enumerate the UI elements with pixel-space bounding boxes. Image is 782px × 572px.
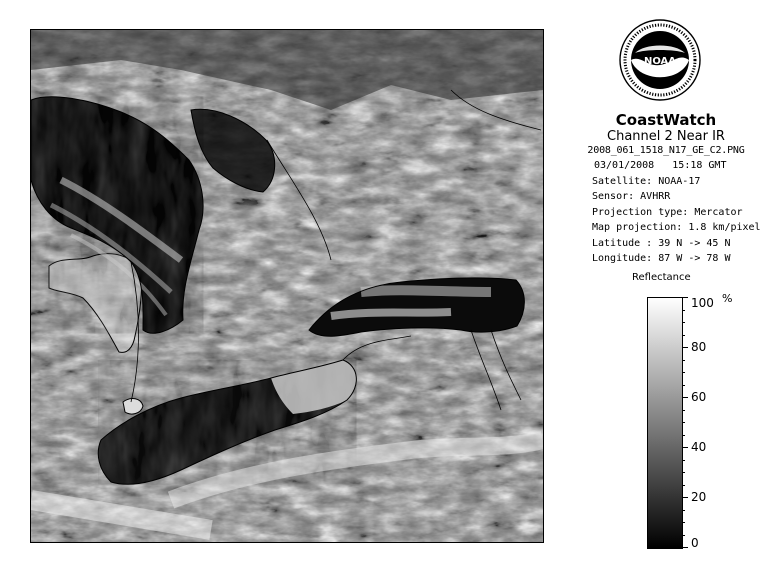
- colorbar-minor-tick: [682, 472, 685, 473]
- sensor-line: Sensor: AVHRR: [592, 191, 671, 202]
- colorbar-tick: [682, 497, 688, 498]
- colorbar-tick-label: 20: [691, 490, 707, 504]
- colorbar-minor-tick: [682, 460, 685, 461]
- colorbar-tick: [682, 447, 688, 448]
- colorbar-tick-label: 100: [691, 296, 714, 310]
- latitude-line: Latitude : 39 N -> 45 N: [592, 237, 731, 249]
- colorbar-minor-tick: [682, 322, 685, 323]
- satellite-line: Satellite: NOAA-17: [592, 175, 701, 187]
- colorbar-ticks: [682, 297, 742, 549]
- reflectance-colorbar: [647, 297, 683, 549]
- colorbar-minor-tick: [682, 372, 685, 373]
- legend-unit: %: [722, 292, 733, 305]
- colorbar-minor-tick: [682, 535, 685, 536]
- colorbar-tick-label: 0: [691, 536, 699, 550]
- product-title: CoastWatch: [615, 111, 717, 129]
- satellite-map-svg: [31, 30, 543, 542]
- colorbar-tick: [682, 397, 688, 398]
- colorbar-tick-label: 60: [691, 390, 707, 404]
- file-name: 2008_061_1518_N17_GE_C2.PNG: [587, 145, 745, 156]
- map-projection-line: Map projection: 1.8 km/pixel: [592, 222, 761, 233]
- projection-type-line: Projection type: Mercator: [592, 206, 743, 218]
- colorbar-minor-tick: [682, 410, 685, 411]
- colorbar-tick: [682, 347, 688, 348]
- legend-title: Reflectance: [632, 272, 691, 283]
- colorbar-minor-tick: [682, 385, 685, 386]
- lake-st-clair: [123, 399, 143, 414]
- colorbar-minor-tick: [682, 360, 685, 361]
- channel-label: Channel 2 Near IR: [607, 129, 725, 144]
- colorbar-tick-label: 40: [691, 440, 707, 454]
- colorbar-tick: [682, 297, 688, 298]
- date-value: 03/01/2008: [594, 160, 655, 171]
- logo-text: NOAA: [643, 56, 677, 67]
- colorbar-minor-tick: [682, 522, 685, 523]
- datetime-line: [592, 158, 772, 174]
- colorbar-minor-tick: [682, 510, 685, 511]
- info-panel: [560, 112, 772, 267]
- colorbar-tick: [682, 547, 688, 548]
- colorbar-minor-tick: [682, 435, 685, 436]
- noaa-logo: [619, 19, 701, 101]
- colorbar-tick-label: 80: [691, 340, 707, 354]
- longitude-line: Longitude: 87 W -> 78 W: [592, 253, 731, 264]
- colorbar-minor-tick: [682, 422, 685, 423]
- colorbar-minor-tick: [682, 485, 685, 486]
- colorbar-minor-tick: [682, 335, 685, 336]
- time-value: 15:18 GMT: [672, 160, 727, 171]
- colorbar-minor-tick: [682, 310, 685, 311]
- satellite-image: [30, 29, 544, 543]
- noaa-seal-icon: [619, 19, 701, 101]
